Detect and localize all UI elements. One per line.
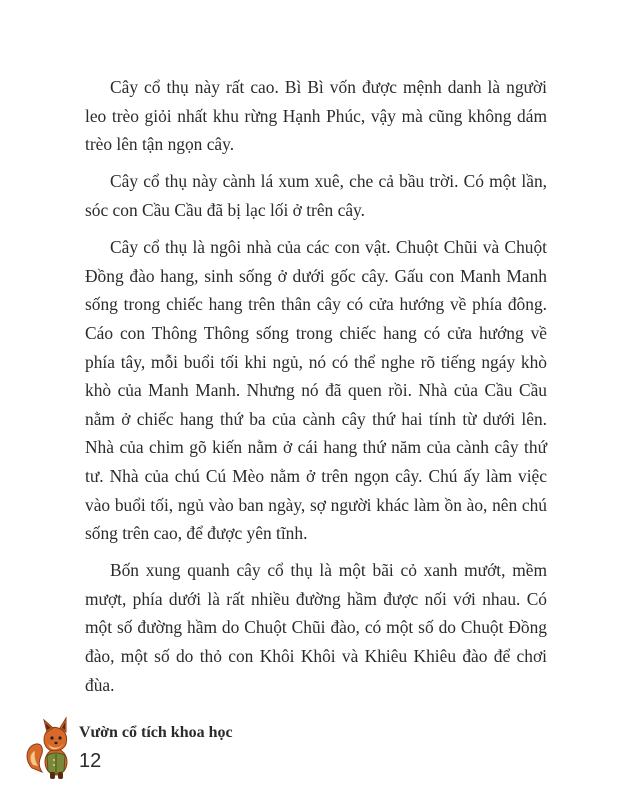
paragraph-4: Bốn xung quanh cây cổ thụ là một bãi cỏ xanh mướt, mềm mượt, phía dưới là rất nhiều đường hầm được nối với nhau. Có một số đường hầm do Chuột Chũi đào, có một số do Chuột Đồng đào, một số do thỏ con Khôi Khôi và Khiêu Khiêu đào để chơi đùa. — [85, 560, 547, 695]
book-title: Vườn cổ tích khoa học — [79, 724, 233, 741]
page-number: 12 — [79, 750, 102, 772]
paragraph-3: Cây cổ thụ là ngôi nhà của các con vật. Chuột Chũi và Chuột Đồng đào hang, sinh sống ở dưới gốc cây. Gấu con Manh Manh sống trong chiếc hang trên thân cây có cửa hướng về phía đông. Cáo con Thông Thông sống trong chiếc hang có cửa hướng về phía tây, mỗi buổi tối khi ngủ, nó có thể nghe rõ tiếng ngáy khò khò của Manh Manh. Nhưng nó đã quen rồi. Nhà của Cầu Cầu nằm ở chiếc hang thứ ba của cành cây thứ hai tính từ dưới lên. Nhà của chim gõ kiến nằm ở cái hang thứ năm của cành cây thứ tư. Nhà của chú Cú Mèo nằm ở trên ngọn cây. Chú ấy làm việc vào buổi tối, ngủ vào ban ngày, sợ người khác làm ồn ào, nên chú sống trên cao, để được yên tĩnh. — [85, 237, 547, 544]
fox-mascot-icon — [24, 716, 82, 780]
paragraph-1: Cây cổ thụ này rất cao. Bì Bì vốn được mệnh danh là người leo trèo giỏi nhất khu rừng Hạnh Phúc, vậy mà cũng không dám trèo lên tận ngọn cây. — [85, 77, 547, 155]
paragraph-2: Cây cổ thụ này cành lá xum xuê, che cả bầu trời. Có một lần, sóc con Cầu Cầu đã bị lạc lối ở trên cây. — [85, 171, 547, 220]
story-text — [85, 73, 547, 708]
